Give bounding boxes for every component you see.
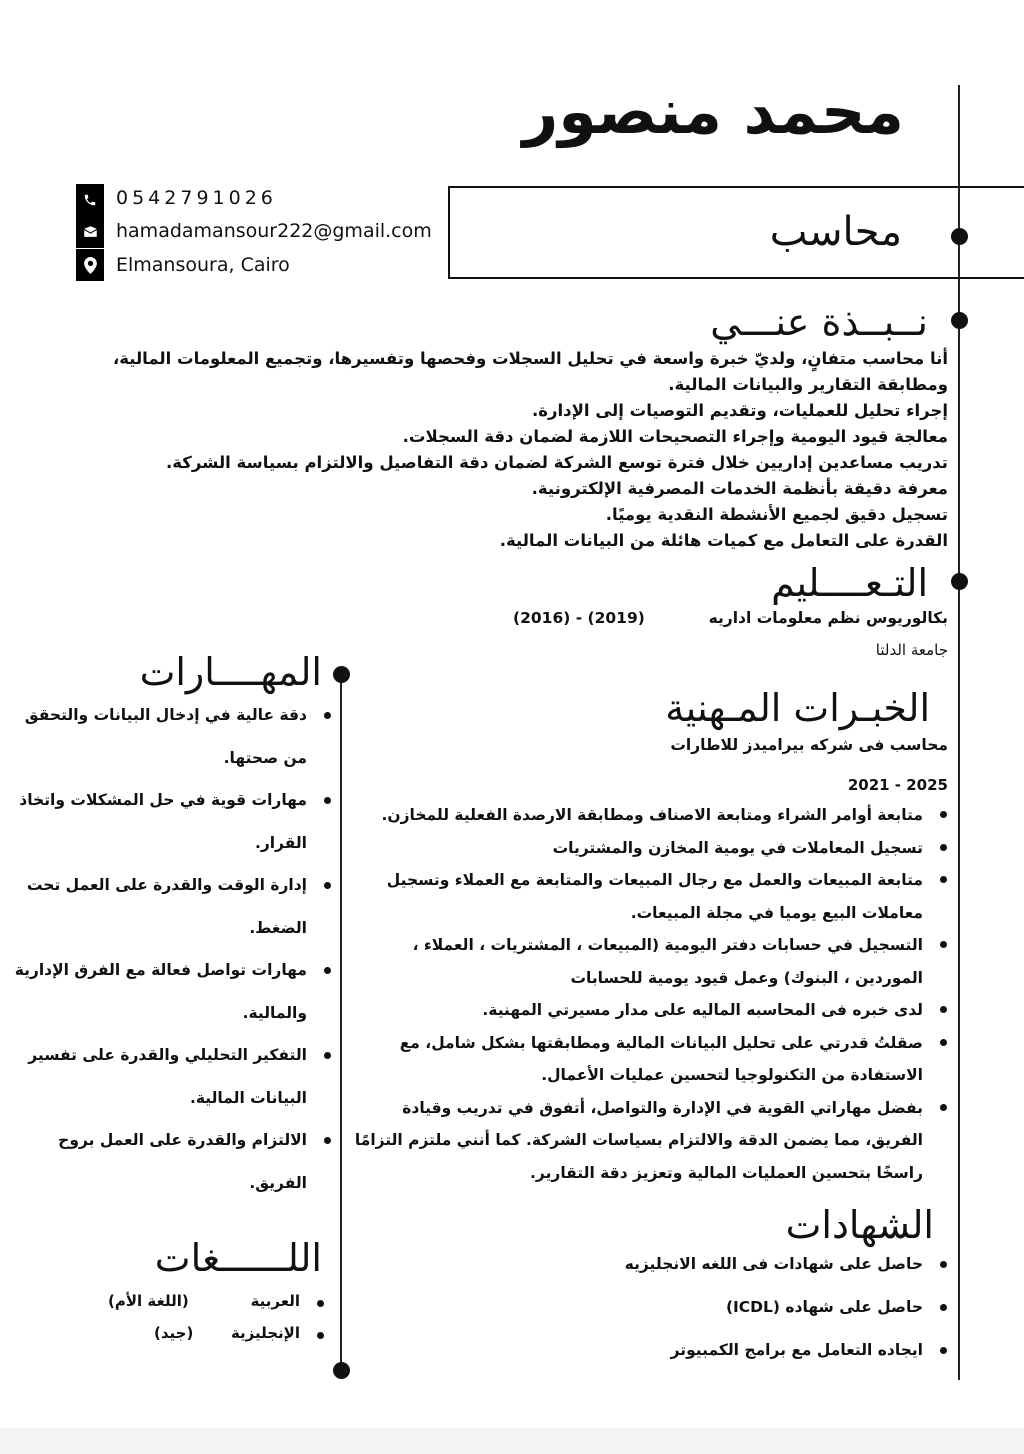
about-line: إجراء تحليل للعمليات، وتقديم التوصيات إلى الإدارة. bbox=[532, 401, 948, 420]
bullet-icon bbox=[324, 882, 331, 889]
language-name: الإنجليزية bbox=[230, 1324, 300, 1342]
right-timeline-line bbox=[958, 85, 960, 1380]
bullet-icon bbox=[940, 1104, 947, 1111]
about-line: أنا محاسب متفانٍ، ولديّ خبرة واسعة في تحليل السجلات وفحصها وتفسيرها، وتجميع المعلومات المالية، ومطابقة التقارير والبيانات المالية. bbox=[112, 349, 948, 394]
language-name: العربية bbox=[250, 1292, 300, 1310]
bullet-icon bbox=[324, 1052, 331, 1059]
experience-item: متابعة المبيعات والعمل مع رجال المبيعات والمتابعة مع العملاء وتسجيل معاملات البيع يوميا في مجلة المبيعات. bbox=[345, 864, 950, 929]
bullet-icon bbox=[324, 797, 331, 804]
education-university: جامعة الدلتا bbox=[875, 641, 948, 659]
location-text: Elmansoura, Cairo bbox=[116, 254, 290, 276]
experience-item: تسجيل المعاملات في يومية المخازن والمشتريات bbox=[345, 832, 950, 865]
bullet-icon bbox=[940, 844, 947, 851]
bullet-icon bbox=[317, 1300, 324, 1307]
education-years: (2016) - (2019) bbox=[513, 609, 645, 627]
language-level: (جيد) bbox=[154, 1324, 194, 1342]
timeline-dot-end bbox=[333, 1362, 350, 1379]
job-title-box bbox=[448, 186, 1024, 279]
experience-list bbox=[345, 799, 950, 1189]
bullet-icon bbox=[324, 712, 331, 719]
bullet-icon bbox=[940, 941, 947, 948]
page-bottom-strip bbox=[0, 1428, 1024, 1454]
bullet-icon bbox=[324, 967, 331, 974]
about-line: معرفة دقيقة بأنظمة الخدمات المصرفية الإلكترونية. bbox=[531, 479, 948, 498]
left-timeline-line bbox=[340, 672, 342, 1372]
about-line: معالجة قيود اليومية وإجراء التصحيحات اللازمة لضمان دقة السجلات. bbox=[402, 427, 948, 446]
certificate-item: حاصل على شهاده (ICDL) bbox=[500, 1286, 950, 1329]
certificate-item: حاصل على شهادات فى اللغه الانجليزيه bbox=[500, 1243, 950, 1286]
skill-item: الالتزام والقدرة على العمل بروح الفريق. bbox=[14, 1119, 334, 1204]
candidate-name: محمد منصور bbox=[522, 75, 904, 148]
experience-item: متابعة أوامر الشراء ومتابعة الاصناف ومطابقة الارصدة الفعلية للمخازن. bbox=[345, 799, 950, 832]
experience-item: صقلتُ قدرتي على تحليل البيانات المالية ومطابقتها بشكل شامل، مع الاستفادة من التكنولوجيا لتحسين عمليات الأعمال. bbox=[345, 1027, 950, 1092]
about-line: تدريب مساعدين إداريين خلال فترة توسع الشركة لضمان دقة التفاصيل والالتزام بسياسة الشركة. bbox=[166, 453, 948, 472]
skill-item: إدارة الوقت والقدرة على العمل تحت الضغط. bbox=[14, 864, 334, 949]
education-degree: بكالوريوس نظم معلومات اداريه bbox=[708, 609, 948, 627]
timeline-dot-about bbox=[951, 312, 968, 329]
bullet-icon bbox=[317, 1332, 324, 1339]
certificates-list bbox=[500, 1243, 950, 1372]
phone-number: 0542791026 bbox=[116, 187, 277, 209]
bullet-icon bbox=[324, 1137, 331, 1144]
education-section-title: التـعــــليم bbox=[771, 561, 928, 605]
experience-period: 2021 - 2025 bbox=[847, 776, 948, 794]
timeline-dot-education bbox=[951, 573, 968, 590]
skills-list bbox=[14, 694, 334, 1204]
bullet-icon bbox=[940, 876, 947, 883]
experience-item: التسجيل في حسابات دفتر اليومية (المبيعات ، المشتريات ، العملاء ، الموردين ، البنوك) وعمل قيود يومية للحسابات bbox=[345, 929, 950, 994]
skill-item: دقة عالية في إدخال البيانات والتحقق من صحتها. bbox=[14, 694, 334, 779]
certificates-section-title: الشهادات bbox=[785, 1203, 934, 1247]
skill-item: التفكير التحليلي والقدرة على تفسير البيانات المالية. bbox=[14, 1034, 334, 1119]
language-level: (اللغة الأم) bbox=[108, 1292, 189, 1310]
location-pin-icon bbox=[76, 249, 104, 281]
email-address: hamadamansour222@gmail.com bbox=[116, 220, 432, 242]
about-paragraph bbox=[110, 346, 948, 554]
timeline-dot-skills bbox=[333, 666, 350, 683]
phone-icon bbox=[76, 184, 104, 216]
language-row bbox=[100, 1324, 334, 1348]
bullet-icon bbox=[940, 811, 947, 818]
bullet-icon bbox=[940, 1006, 947, 1013]
experience-position: محاسب فى شركه بيراميدز للاطارات bbox=[670, 736, 948, 754]
bullet-icon bbox=[940, 1347, 947, 1354]
bullet-icon bbox=[940, 1304, 947, 1311]
about-section-title: نــبــذة عنـــي bbox=[710, 300, 928, 344]
bullet-icon bbox=[940, 1261, 947, 1268]
language-row bbox=[100, 1292, 334, 1316]
about-line: تسجيل دقيق لجميع الأنشطة النقدية يوميًا. bbox=[605, 505, 948, 524]
skill-item: مهارات تواصل فعالة مع الفرق الإدارية والمالية. bbox=[14, 949, 334, 1034]
certificate-item: ايجاده التعامل مع برامج الكمبيوتر bbox=[500, 1329, 950, 1372]
skills-section-title: المهــــارات bbox=[139, 650, 322, 694]
experience-section-title: الخبـرات المـهنية bbox=[665, 686, 930, 730]
about-line: القدرة على التعامل مع كميات هائلة من البيانات المالية. bbox=[499, 531, 948, 550]
mail-icon bbox=[76, 216, 104, 248]
experience-item: بفضل مهاراتي القوية في الإدارة والتواصل، أتفوق في تدريب وقيادة الفريق، مما يضمن الدقة والالتزام بسياسات الشركة. كما أنني ملتزم التزامًا راسخًا بتحسين العمليات المالية وتعزيز دقة التقارير. bbox=[345, 1092, 950, 1190]
skill-item: مهارات قوية في حل المشكلات واتخاذ القرار. bbox=[14, 779, 334, 864]
bullet-icon bbox=[940, 1039, 947, 1046]
experience-item: لدى خبره فى المحاسبه الماليه على مدار مسيرتي المهنية. bbox=[345, 994, 950, 1027]
job-title: محاسب bbox=[769, 209, 902, 255]
timeline-dot-title bbox=[951, 228, 968, 245]
languages-section-title: اللــــــغات bbox=[154, 1236, 322, 1280]
